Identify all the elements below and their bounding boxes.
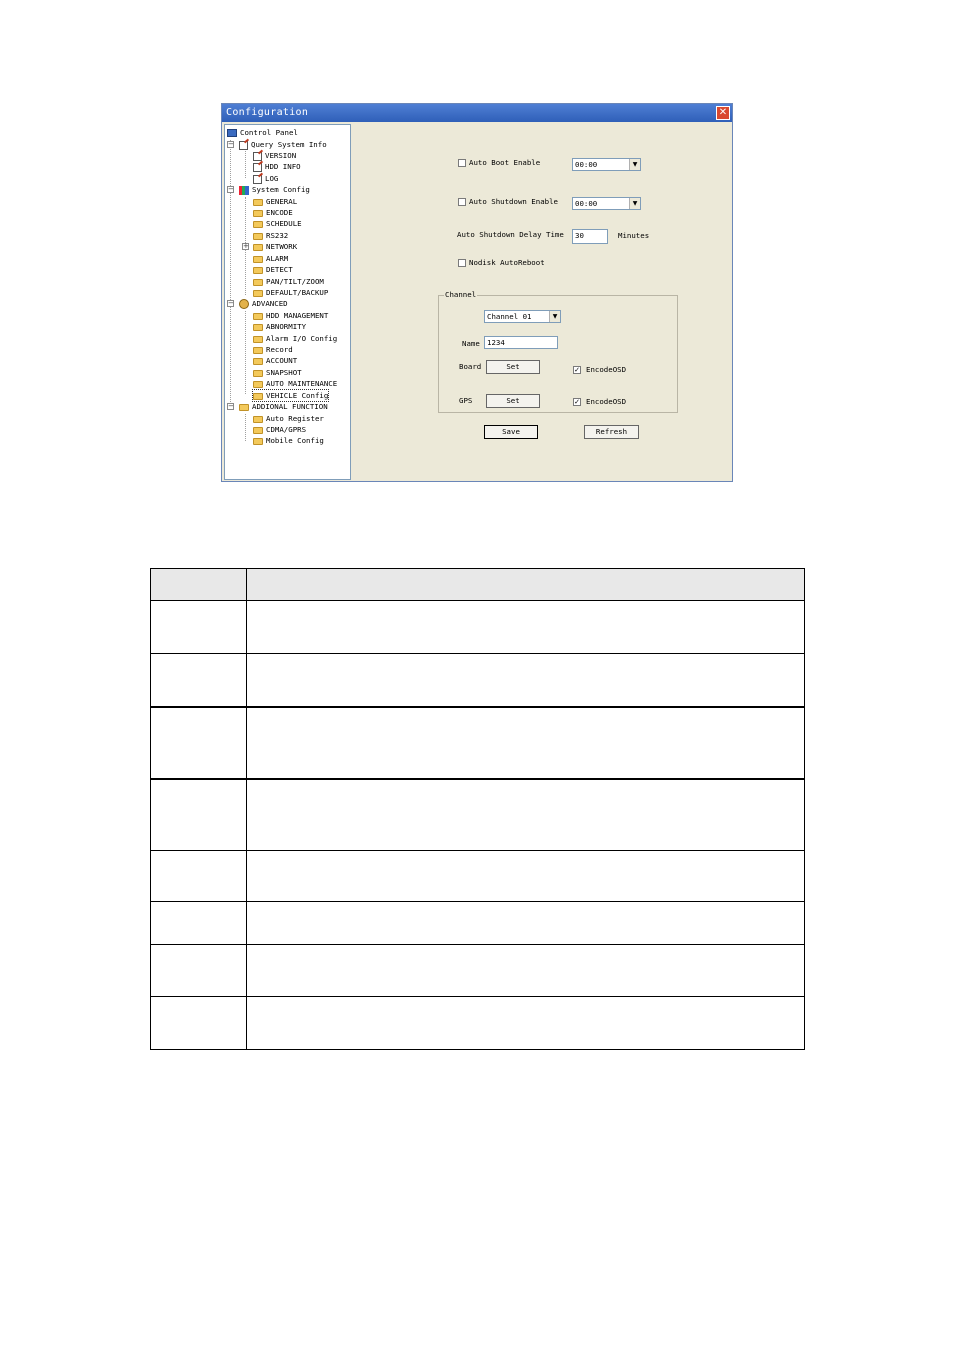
table-row [151, 601, 805, 654]
folder-icon [253, 427, 263, 434]
tree-line [245, 311, 246, 394]
config-tree[interactable] [224, 124, 351, 480]
collapse-toggle[interactable]: − [228, 185, 234, 193]
channel-select[interactable]: Channel 01 ▼ [484, 310, 561, 323]
save-button[interactable]: Save [484, 425, 538, 439]
gps-set-button[interactable]: Set [486, 394, 540, 408]
tree-item-default-backup[interactable]: DEFAULT/BACKUP [253, 287, 328, 298]
chevron-down-icon: ▼ [629, 198, 640, 209]
document-icon [239, 141, 248, 150]
table-cell [151, 654, 247, 707]
tree-item-auto-maintenance[interactable]: AUTO MAINTENANCE [253, 378, 337, 389]
collapse-toggle[interactable]: − [228, 299, 234, 307]
document-icon [253, 152, 262, 161]
tree-item-advanced[interactable]: ADVANCED [239, 298, 288, 309]
gps-encode-osd-checkbox[interactable]: ✓ [574, 398, 580, 406]
name-label: Name [462, 339, 480, 348]
folder-icon [253, 244, 263, 251]
chevron-down-icon: ▼ [629, 159, 640, 170]
channel-group-caption: Channel [445, 290, 477, 299]
folder-icon [239, 404, 249, 411]
board-label: Board [459, 362, 482, 371]
tree-line [245, 414, 246, 441]
table-row [151, 654, 805, 707]
folder-icon [253, 290, 263, 297]
tree-item-detect[interactable]: DETECT [253, 264, 293, 275]
folder-icon [253, 416, 263, 423]
folder-icon [253, 347, 263, 354]
folder-icon [253, 336, 263, 343]
tree-item-encode[interactable]: ENCODE [253, 207, 293, 218]
tree-item-hdd-info[interactable]: HDD INFO [253, 161, 301, 172]
tree-item-cdma-gprs[interactable]: CDMA/GPRS [253, 424, 306, 435]
board-encode-osd-checkbox[interactable]: ✓ [574, 366, 580, 374]
folder-icon [253, 210, 263, 217]
table-cell [247, 601, 805, 654]
table-cell [247, 945, 805, 997]
table-header-cell [247, 569, 805, 601]
collapse-toggle[interactable]: − [228, 140, 234, 148]
tree-item-general[interactable]: GENERAL [253, 196, 297, 207]
table-cell [247, 707, 805, 779]
table-header-cell [151, 569, 247, 601]
folder-icon [253, 256, 263, 263]
table-row [151, 779, 805, 851]
auto-shutdown-time-select[interactable]: 00:00 ▼ [572, 197, 641, 210]
table-row [151, 851, 805, 902]
table-row [151, 707, 805, 779]
table-cell [151, 997, 247, 1050]
tree-item-vehicle-config[interactable]: VEHICLE Config [253, 390, 328, 401]
folder-icon [253, 267, 263, 274]
table-cell [247, 779, 805, 851]
tree-item-abnormity[interactable]: ABNORMITY [253, 321, 306, 332]
expand-toggle[interactable]: + [243, 242, 249, 250]
tree-item-snapshot[interactable]: SNAPSHOT [253, 367, 302, 378]
nodisk-autoreboot-checkbox[interactable] [458, 259, 466, 267]
computer-icon [227, 129, 237, 137]
parameter-table [150, 568, 805, 1050]
document-icon [253, 163, 262, 172]
folder-icon [253, 393, 263, 400]
board-encode-osd-label: EncodeOSD [586, 365, 627, 374]
folder-icon [253, 324, 263, 331]
tree-line [230, 140, 231, 408]
auto-boot-time-select[interactable]: 00:00 ▼ [572, 158, 641, 171]
table-cell [151, 707, 247, 779]
gps-encode-osd-label: EncodeOSD [586, 397, 627, 406]
tree-item-account[interactable]: ACCOUNT [253, 355, 297, 366]
table-cell [151, 945, 247, 997]
tree-item-mobile-config[interactable]: Mobile Config [253, 435, 324, 446]
table-cell [247, 851, 805, 902]
tree-item-network[interactable]: NETWORK [253, 241, 297, 252]
shutdown-delay-label: Auto Shutdown Delay Time [457, 230, 564, 239]
tree-item-record[interactable]: Record [253, 344, 293, 355]
tree-item-pan-tilt-zoom[interactable]: PAN/TILT/ZOOM [253, 276, 324, 287]
auto-boot-label: Auto Boot Enable [469, 158, 541, 167]
table-cell [151, 779, 247, 851]
refresh-button[interactable]: Refresh [584, 425, 639, 439]
auto-shutdown-label: Auto Shutdown Enable [469, 197, 558, 206]
tree-item-schedule[interactable]: SCHEDULE [253, 218, 302, 229]
table-row [151, 945, 805, 997]
nodisk-autoreboot-label: Nodisk AutoReboot [469, 258, 545, 267]
table-row [151, 997, 805, 1050]
tree-item-alarm[interactable]: ALARM [253, 253, 288, 264]
table-row [151, 902, 805, 945]
folder-icon [253, 358, 263, 365]
table-cell [151, 851, 247, 902]
title-bar[interactable] [222, 104, 732, 122]
tree-item-hdd-management[interactable]: HDD MANAGEMENT [253, 310, 328, 321]
vehicle-config-panel [353, 124, 732, 480]
tree-item-auto-register[interactable]: Auto Register [253, 413, 324, 424]
auto-boot-checkbox[interactable] [458, 159, 466, 167]
table-cell [247, 997, 805, 1050]
gps-label: GPS [459, 396, 473, 405]
shutdown-delay-unit: Minutes [618, 231, 650, 240]
advanced-icon [239, 299, 249, 309]
table-header-row [151, 569, 805, 601]
folder-icon [253, 279, 263, 286]
table-cell [151, 601, 247, 654]
table-cell [151, 902, 247, 945]
document-icon [253, 175, 262, 184]
board-set-button[interactable]: Set [486, 360, 540, 374]
system-config-icon [239, 186, 249, 195]
tree-item-additional-function[interactable]: ADDIONAL FUNCTION [239, 401, 328, 412]
tree-item-alarm-io-config[interactable]: Alarm I/O Config [253, 333, 337, 344]
close-button[interactable]: ✕ [716, 106, 730, 120]
table-cell [247, 902, 805, 945]
collapse-toggle[interactable]: − [228, 402, 234, 410]
tree-item-log[interactable]: LOG [253, 173, 278, 184]
name-input[interactable]: 1234 [484, 336, 558, 349]
table-cell [247, 654, 805, 707]
folder-icon [253, 233, 263, 240]
tree-item-control-panel[interactable]: Control Panel [227, 127, 298, 138]
tree-item-system-config[interactable]: System Config [239, 184, 310, 195]
tree-item-rs232[interactable]: RS232 [253, 230, 288, 241]
chevron-down-icon: ▼ [549, 311, 560, 322]
auto-shutdown-checkbox[interactable] [458, 198, 466, 206]
folder-icon [253, 381, 263, 388]
configuration-window [221, 103, 733, 482]
folder-icon [253, 199, 263, 206]
tree-line [245, 151, 246, 178]
window-title: Configuration [226, 107, 309, 118]
folder-icon [253, 313, 263, 320]
shutdown-delay-input[interactable]: 30 [572, 229, 608, 244]
folder-icon [253, 221, 263, 228]
folder-icon [253, 438, 263, 445]
folder-icon [253, 370, 263, 377]
tree-item-query-system-info[interactable]: Query System Info [239, 139, 327, 150]
tree-item-version[interactable]: VERSION [253, 150, 296, 161]
